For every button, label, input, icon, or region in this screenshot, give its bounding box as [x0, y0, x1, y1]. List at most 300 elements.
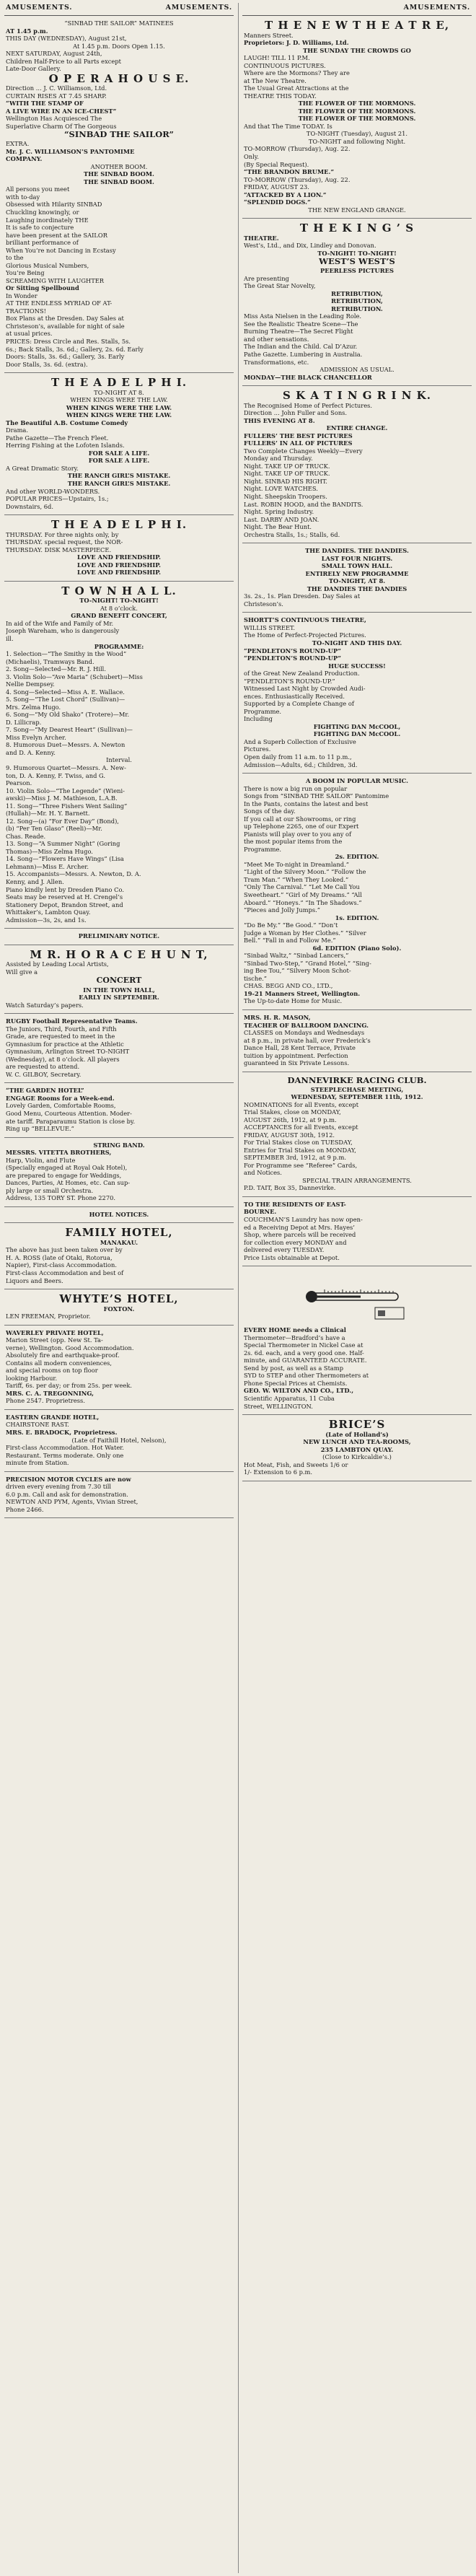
ad-line: WHEN KINGS WERE THE LAW.	[66, 411, 172, 419]
ad-line: A LIVE WIRE IN AN ICE-CHEST”	[6, 107, 117, 115]
ad-line: THE DANDIES THE DANDIES	[307, 584, 407, 592]
ad-line: (b) “Per Ten Glaso” (Reeli)—Mr.	[6, 825, 102, 833]
ad-line: ed a Receiving Depot at Mrs. Hayes’	[244, 1223, 355, 1231]
ad-line: M R. H O R A C E H U N T,	[30, 948, 208, 961]
ad-line: WHEN KINGS WERE THE LAW.	[66, 403, 172, 411]
left-ad-block	[4, 1138, 234, 1207]
ad-line: 10. Violin Solo—“The Legende” (Wieni-	[6, 787, 125, 794]
ad-line: 2s. 6d. each, and a very good one. Half-	[244, 1349, 364, 1357]
ad-line: “PENDLETON’S ROUND-UP.”	[244, 677, 335, 685]
ad-line: When You’re not Dancing in Ecstasy	[6, 246, 116, 254]
right-ad-block	[242, 386, 472, 543]
ad-line: Phone Special Prices at Chemists.	[244, 1379, 348, 1387]
ad-line: Napier), First-class Accommodation.	[6, 1261, 117, 1269]
ad-line: verne), Wellington. Good Accommodation.	[6, 1344, 134, 1351]
column-header-right	[242, 0, 472, 16]
ad-line: SPECIAL TRAIN ARRANGEMENTS.	[302, 1176, 412, 1184]
ad-line: FIGHTING DAN McCOOL,	[313, 722, 401, 730]
ad-line: 8. Humorous Duet—Messrs. A. Newton	[6, 741, 125, 749]
ad-line: are requested to attend.	[6, 1063, 80, 1071]
ad-line: And other WORLD-WONDERS.	[6, 487, 100, 495]
ad-line: 1/- Extension to 6 p.m.	[244, 1468, 313, 1476]
ad-line: THE SINBAD BOOM.	[84, 178, 154, 185]
ad-line: TO-NIGHT, AT 8.	[328, 577, 386, 585]
ad-line: 2. Song—Selected—Mr. R. J. Hill.	[6, 665, 106, 673]
ad-line: (Specially engaged at Royal Oak Hotel),	[6, 1164, 128, 1172]
ad-line: Joseph Wareham, who is dangerously	[6, 627, 120, 635]
ad-line: “PENDLETON’S ROUND-UP”	[244, 654, 342, 662]
ad-line: Pearson.	[6, 779, 32, 787]
ad-line: And that The Time TODAY. Is	[244, 122, 332, 130]
ad-line: 6d. EDITION (Piano Solo).	[312, 944, 402, 952]
ad-line: Pianists will play over to you any of	[244, 830, 352, 838]
ad-line: THE FLOWER OF THE MORMONS.	[298, 100, 416, 108]
ad-line: WHEN KINGS WERE THE LAW.	[70, 396, 168, 404]
ad-line: Obsessed with Hilarity SINBAD	[6, 201, 102, 209]
ad-line: TO-NIGHT and following Night.	[308, 137, 406, 145]
ad-line: up Telephone 2265, one of our Expert	[244, 823, 359, 831]
ad-line: FRIDAY, AUGUST 30th, 1912.	[244, 1131, 335, 1139]
ad-line: COMPANY.	[6, 155, 43, 163]
ad-line: T O W N H A L L.	[61, 584, 177, 597]
right-ad-block	[242, 1266, 472, 1415]
ad-line: looking Harbour.	[6, 1374, 58, 1382]
ad-line: Superlative Charm Of The Gorgeous	[6, 122, 117, 130]
ad-line: 19-21 Manners Street, Wellington.	[244, 989, 361, 997]
ad-line: EASTERN GRANDE HOTEL,	[6, 1413, 100, 1421]
ad-line: Pictures.	[244, 745, 271, 753]
ad-line: “Only The Carnival.” “Let Me Call You	[244, 883, 360, 891]
ad-line: STEEPLECHASE MEETING,	[310, 1085, 404, 1093]
right-ad-block	[242, 1197, 472, 1266]
right-ad-block	[242, 613, 472, 774]
right-ad-block	[242, 1415, 472, 1481]
ad-line: Admission—Adults, 6d.; Children, 3d.	[244, 761, 358, 768]
ad-line: MRS. E. BRADOCK, Proprietress.	[6, 1429, 118, 1436]
ad-line: Bell.” “Fall in and Follow Me.”	[244, 937, 336, 945]
ad-line: THE SINBAD BOOM.	[84, 170, 154, 178]
ad-line: Miss Evelyn Archer.	[6, 733, 66, 741]
ad-line: and D. A. Kenny.	[6, 748, 56, 756]
ad-line: LOVE AND FRIENDSHIP.	[77, 553, 161, 561]
ad-line: MRS. C. A. TREGONNING,	[6, 1389, 94, 1397]
ad-line: T H E A D E L P H I.	[50, 377, 188, 389]
ad-line: the most popular items from the	[244, 838, 343, 846]
ad-line: BOURNE.	[244, 1208, 277, 1216]
ad-line: Lehmann)—Miss E. Archer.	[6, 862, 89, 870]
ad-line: The Recognised Home of Perfect Pictures.	[244, 401, 373, 409]
ad-line: HUGE SUCCESS!	[328, 662, 386, 670]
ad-line: Manners Street.	[244, 31, 294, 39]
ad-line: Liquors and Beers.	[6, 1276, 63, 1284]
ad-line: Night. SINBAD HIS RIGHT.	[244, 477, 327, 485]
ad-line: THURSDAY. special request, the NOR-	[6, 538, 123, 546]
ad-line: Trial Stakes, close on MONDAY,	[244, 1108, 341, 1116]
ad-line: 1s. EDITION.	[335, 914, 379, 921]
ad-line: 235 LAMBTON QUAY.	[320, 1445, 394, 1453]
left-ad-block	[4, 1289, 234, 1326]
ad-line: MRS. H. R. MASON,	[244, 1013, 311, 1021]
ad-line: “Sinbad Waltz,” “Sinbad Lancers,”	[244, 952, 349, 960]
ad-line: West’s, Ltd., and Dix, Lindley and Donovan.	[244, 242, 376, 250]
ad-line: Glorious Musical Numbers,	[6, 261, 89, 269]
ad-line: EARLY IN SEPTEMBER.	[79, 994, 159, 1002]
left-column	[4, 0, 234, 2576]
ad-line: The Beautiful A.B. Costume Comedy	[6, 419, 128, 426]
ad-line: Night. TAKE UP OF TRUCK.	[244, 470, 330, 478]
ad-line: TO-NIGHT! TO-NIGHT!	[79, 597, 159, 605]
ad-line: Only.	[244, 153, 260, 160]
ad-line: driven every evening from 7.30 till	[6, 1483, 112, 1491]
ad-line: (Late of Holland’s)	[325, 1430, 389, 1438]
ad-line: Lovely Garden, Comfortable Rooms,	[6, 1102, 116, 1110]
ad-line: Gymnasium, Arlington Street TO-NIGHT	[6, 1048, 130, 1056]
ad-line: It is safe to conjecture	[6, 224, 74, 232]
ad-line: STRING BAND.	[93, 1141, 145, 1149]
ad-line: CLASSES on Mondays and Wednesdays	[244, 1029, 365, 1037]
ad-line: “Light of the Silvery Moon.” “Follow the	[244, 868, 366, 876]
ad-line: WEDNESDAY, SEPTEMBER 11th, 1912.	[291, 1093, 423, 1101]
ad-line: Entries for Trial Stakes on MONDAY,	[244, 1146, 356, 1154]
ad-line: At 1.45 p.m. Doors Open 1.15.	[73, 42, 165, 50]
ad-line: Ring up “BELLEVUE.”	[6, 1125, 74, 1133]
ad-line: Late-Door Gallery.	[6, 65, 61, 73]
ad-line: EVERY HOME needs a Clinical	[244, 1326, 346, 1334]
ad-line: (Close to Kirkcaldie’s.)	[322, 1453, 392, 1461]
ad-line: THE SUNDAY THE CROWDS GO	[303, 46, 411, 54]
ad-line: delivered every TUESDAY.	[244, 1246, 325, 1254]
ad-line: Phone 2466.	[6, 1505, 44, 1513]
ad-line: FIGHTING DAN McCOOL.	[313, 730, 401, 738]
ad-line: PRECISION MOTOR CYCLES are now	[6, 1475, 131, 1483]
ad-line: The Usual Great Attractions at the	[244, 84, 349, 92]
left-ad-block	[4, 1472, 234, 1519]
ad-line: Nellie Dempsey.	[6, 680, 55, 688]
ad-line: Thomas)—Miss Zelma Hugo.	[6, 847, 93, 855]
left-ad-block	[4, 1223, 234, 1289]
ad-line: 6. Song—“My Old Shako” (Trotere)—Mr.	[6, 711, 130, 719]
ad-line: Songs from “SINBAD THE SAILOR” Pantomime	[244, 792, 389, 800]
ad-line: THEATRE.	[244, 234, 279, 242]
ad-line: RETRIBUTION.	[331, 305, 383, 312]
ad-line: brilliant performance of	[6, 239, 79, 247]
ad-line: (Late of Faithill Hotel, Nelson),	[71, 1436, 167, 1444]
left-ad-block	[4, 945, 234, 1014]
ad-line: “THE BRANDON BRUME.”	[244, 168, 335, 176]
left-ad-block	[4, 16, 234, 373]
ad-line: ply large or small Orchestra.	[6, 1186, 94, 1194]
ad-line: At 8 o’clock.	[100, 604, 138, 612]
ad-line: Mr. J. C. WILLIAMSON’S PANTOMIME	[6, 147, 135, 155]
ad-line: THE RANCH GIRL’S MISTAKE.	[67, 472, 171, 480]
ad-line: “Sinbad Two-Step,” “Grand Hotel,” “Sing-	[244, 959, 371, 967]
ad-line: Stationery Depot, Brandon Street, and	[6, 901, 123, 908]
ad-line: There is now a big run on popular	[244, 784, 348, 792]
ad-line: “SINBAD THE SAILOR”	[63, 130, 175, 140]
ad-line: Aboard.” “Honeys.” “In The Shadows.”	[244, 898, 362, 906]
ad-line: FOXTON.	[103, 1305, 135, 1313]
ad-line: Hot Meat, Fish, and Sweets 1/6 or	[244, 1460, 348, 1468]
ad-line: “Pieces and Jolly Jumps.”	[244, 906, 321, 914]
ad-line: Restaurant. Terms moderate. Only one	[6, 1451, 124, 1459]
ad-line: 6s.; Back Stalls, 3s. 6d.; Gallery, 2s. 6d. Early	[6, 345, 144, 353]
header-left: AMUSEMENTS.	[6, 4, 73, 12]
ad-line: Special Thermometer in Nickel Case at	[244, 1341, 363, 1349]
ad-line: TO THE RESIDENTS OF EAST-	[244, 1200, 346, 1208]
ad-line: Grade, are requested to meet in the	[6, 1033, 115, 1041]
ad-line: Price Lists obtainable at Depot.	[244, 1253, 340, 1261]
ad-line: “THE GARDEN HOTEL”	[6, 1087, 84, 1095]
ad-line: 5. Song—“The Lost Chord” (Sullivan)—	[6, 696, 125, 704]
header-center: AMUSEMENTS.	[165, 4, 232, 12]
ad-line: TO-NIGHT AND THIS DAY.	[312, 639, 402, 647]
ad-line: and Notices.	[244, 1169, 282, 1177]
header-right: AMUSEMENTS.	[403, 4, 470, 12]
ad-line: ENTIRE CHANGE.	[326, 424, 388, 432]
ad-line: THE DANDIES. THE DANDIES.	[305, 547, 409, 555]
ad-line: Contains all modern conveniences,	[6, 1359, 113, 1367]
ad-line: MANAKAU.	[100, 1238, 138, 1246]
ad-line: Monday and Thursday.	[244, 455, 313, 463]
ad-line: at 8 p.m., in private hall, over Frederick’s	[244, 1036, 371, 1044]
ad-line: LEN FREEMAN, Proprietor.	[6, 1313, 91, 1320]
left-ad-block	[4, 1410, 234, 1472]
ad-line: All persons you meet	[6, 185, 70, 193]
ad-line: In Wonder	[6, 292, 38, 299]
ad-line: Tram Man.” “When They Looked.”	[244, 875, 349, 883]
ad-line: GRAND BENEFIT CONCERT,	[71, 612, 167, 620]
ad-line: H. A. ROSS (late of Otaki, Rotorua,	[6, 1253, 113, 1261]
ad-line: and other sensations.	[244, 335, 309, 343]
ad-line: First-class Accommodation and best of	[6, 1269, 124, 1276]
ad-line: tuition by appointment. Perfection	[244, 1051, 348, 1059]
ad-line: A Great Dramatic Story.	[6, 464, 79, 472]
ad-line: Piano kindly lent by Dresden Piano Co.	[6, 885, 124, 893]
ad-line: Two Complete Changes Weekly—Every	[244, 447, 363, 455]
ad-line: 7. Song—“My Dearest Heart” (Sullivan)—	[6, 726, 133, 734]
ad-line: 3s. 2s., 1s. Plan Dresden. Day Sales at	[244, 592, 361, 600]
ad-line: The Home of Perfect-Projected Pictures.	[244, 631, 366, 639]
ad-line: Direction ... John Fuller and Sons.	[244, 409, 348, 417]
ad-line: Orchestra Stalls, 1s.; Stalls, 6d.	[244, 530, 340, 538]
ad-line: THE FLOWER OF THE MORMONS.	[298, 107, 416, 115]
ad-line: FOR SALE A LIFE.	[88, 457, 150, 465]
ad-line: Shop, where parcels will be received	[244, 1231, 356, 1239]
ad-line: Pathe Gazette. Lumbering in Australia.	[244, 350, 363, 358]
right-ad-block	[242, 1072, 472, 1197]
left-ad-block	[4, 1207, 234, 1224]
ad-line: Including	[244, 715, 273, 723]
ad-line: Whittaker’s, Lambton Quay.	[6, 908, 91, 916]
ad-line: TO-NIGHT (Tuesday), August 21.	[306, 130, 408, 138]
ad-line: Harp, Violin, and Flute	[6, 1156, 76, 1164]
right-ad-block	[242, 543, 472, 613]
ad-line: have been present at the SAILOR	[6, 231, 107, 239]
ad-line: T H E A D E L P H I.	[50, 519, 188, 531]
ad-line: “SPLENDID DOGS.”	[244, 198, 311, 206]
ad-line: Proprietors: J. D. Williams, Ltd.	[244, 39, 349, 47]
ad-line: The Indian and the Child. Cal D’Azur.	[244, 343, 358, 351]
ad-line: ing Bee Tou,” “Silvery Moon Schot-	[244, 967, 351, 975]
ad-line: CHAS. BEGG AND CO., LTD.,	[244, 982, 333, 990]
ad-line: NEXT SATURDAY, August 24th,	[6, 50, 102, 58]
ad-line: at usual prices.	[6, 330, 53, 338]
ad-line: Chuckling knowingly, or	[6, 208, 79, 216]
ad-line: ences. Enthusiastically Received.	[244, 692, 345, 700]
ad-line: O P E R A H O U S E.	[48, 72, 190, 85]
ad-line: ton, D. A. Kenny, F. Twiss, and G.	[6, 771, 106, 779]
ad-line: 13. Song—“A Summer Night” (Goring	[6, 840, 120, 848]
ad-line: are prepared to engage for Weddings,	[6, 1171, 122, 1179]
ad-line: Programme.	[244, 845, 282, 853]
ad-line: D. Lillicrap.	[6, 718, 42, 726]
ad-line: In aid of the Wife and Family of Mr.	[6, 619, 114, 627]
ad-line: NOMINATIONS for all Events, except	[244, 1100, 359, 1108]
thermometer-illustration-icon	[303, 1273, 411, 1323]
ad-line: for collection every MONDAY and	[244, 1238, 347, 1246]
ad-line: See the Realistic Theatre Scene—The	[244, 320, 358, 328]
right-ad-block	[242, 16, 472, 219]
ad-line: IN THE TOWN HALL,	[83, 986, 155, 994]
ad-line: ADMISSION AS USUAL.	[319, 366, 395, 374]
ad-line: of the Great New Zealand Production.	[244, 670, 360, 678]
ad-line: TO-MORROW (Thursday), Aug. 22.	[244, 175, 351, 183]
ad-line: THEATRE THIS TODAY.	[244, 92, 317, 100]
left-ad-block	[4, 1083, 234, 1137]
ad-line: to the	[6, 254, 24, 262]
ad-line: CURTAIN RISES AT 7.45 SHARP.	[6, 92, 107, 100]
ad-line: Herring Fishing at the Lofoten Islands.	[6, 442, 125, 450]
ad-line: FOR SALE A LIFE.	[88, 449, 150, 457]
left-ad-block	[4, 582, 234, 929]
ad-line: Interval.	[106, 756, 132, 764]
ad-line: And a Superb Collection of Exclusive	[244, 737, 356, 745]
ad-line: Absolutely fire and earthquake-proof.	[6, 1351, 120, 1359]
ad-line: awski)—Miss J. M. Mathieson, L.A.B.	[6, 794, 118, 802]
ad-line: Chas. Reade.	[6, 832, 46, 840]
ad-line: 15. Accompanists—Messrs. A. Newton, D. A.	[6, 870, 141, 878]
ad-line: Christeson’s, available for night of sale	[6, 322, 125, 330]
ad-line: Night. Spring Industry.	[244, 508, 314, 516]
ad-line: Gymnasium for practice at the Athletic	[6, 1040, 124, 1048]
ad-line: WILLIS STREET.	[244, 623, 295, 631]
right-column-ads	[242, 16, 472, 1481]
ad-line: NEWTON AND PYM, Agents, Vivian Street,	[6, 1498, 138, 1506]
ad-line: “Do Be My.” “Be Good.” “Don’t	[244, 921, 338, 929]
ad-line: GEO. W. WILTON AND CO., LTD.,	[244, 1387, 354, 1395]
ad-line: with to-day	[6, 193, 40, 201]
left-ad-block	[4, 1326, 234, 1410]
ad-line: ate tariff. Paraparaumu Station is close by.	[6, 1117, 136, 1125]
left-ad-block	[4, 373, 234, 515]
ad-line: The above has just been taken over by	[6, 1246, 123, 1254]
ad-line: Where are the Mormons? They are	[244, 69, 350, 77]
ad-line: minute from Station.	[6, 1459, 69, 1467]
ad-line: 9. Humorous Quartet—Messrs. A. New-	[6, 764, 126, 772]
ad-line: at The New Theatre.	[244, 76, 307, 84]
ad-line: Kenny, and J. Allen.	[6, 877, 64, 885]
ad-line: PRICES: Dress Circle and Res. Stalls, 5s.	[6, 338, 131, 346]
ad-line: Pathe Gazette—The French Fleet.	[6, 434, 109, 442]
ad-line: First-class Accommodation. Hot Water.	[6, 1444, 124, 1452]
ad-line: RETRIBUTION,	[331, 289, 383, 297]
ad-line: Witnessed Last Night by Crowded Audi-	[244, 685, 366, 693]
ad-line: “Meet Me To-night in Dreamland.”	[244, 860, 349, 868]
ad-line: AT 1.45 p.m.	[6, 27, 48, 35]
ad-line: CONTINUOUS PICTURES.	[244, 61, 326, 69]
left-ad-block	[4, 1014, 234, 1083]
ad-line: Christeson’s.	[244, 600, 283, 608]
right-ad-block	[242, 774, 472, 1010]
ad-line: FULLERS’ THE BEST PICTURES	[244, 431, 353, 439]
ad-line: W. C. GILBOY, Secretary.	[6, 1070, 81, 1078]
ad-line: T H E N E W T H E A T R E,	[264, 19, 450, 32]
ad-line: (Hullah)—Mr. H. Y. Barnett.	[6, 810, 90, 818]
ad-line: Will give a	[6, 968, 38, 976]
ad-line: “SINBAD THE SAILOR” MATINEES	[64, 19, 174, 27]
ad-line: 2s. EDITION.	[335, 853, 379, 861]
column-header	[4, 0, 234, 16]
ad-line: ACCEPTANCES for all Events, except	[244, 1123, 358, 1131]
ad-line: THE FLOWER OF THE MORMONS.	[298, 115, 416, 123]
ad-line: “WITH THE STAMP OF	[6, 100, 84, 108]
ad-line: Programme.	[244, 707, 282, 715]
ad-line: SHORTT’S CONTINUOUS THEATRE,	[244, 616, 366, 624]
ad-line: 1. Selection—“The Smithy in the Wood”	[6, 650, 127, 658]
right-ad-block	[242, 219, 472, 386]
ad-line: Children Half-Price to all Parts except	[6, 57, 121, 65]
ad-line: ENGAGE Rooms for a Week-end.	[6, 1094, 115, 1102]
ad-line: WAVERLEY PRIVATE HOTEL,	[6, 1328, 104, 1336]
ad-line: Good Menu, Courteous Attention. Moder-	[6, 1110, 132, 1117]
ad-line: minute, and GUARANTEED ACCURATE.	[244, 1357, 367, 1364]
ad-line: Downstairs, 6d.	[6, 502, 54, 510]
ad-line: THURSDAY. DISK MASTERPIECE.	[6, 546, 112, 553]
ad-line: TEACHER OF BALLROOM DANCING.	[244, 1021, 369, 1029]
ad-line: Street, WELLINGTON.	[244, 1402, 313, 1410]
ad-line: (Michaelis), Tramways Band.	[6, 657, 94, 665]
ad-line: FAMILY HOTEL,	[65, 1227, 173, 1239]
ad-line: Transformations, etc.	[244, 358, 309, 366]
ad-line: Dance Hall, 28 Kent Terrace, Private	[244, 1044, 356, 1052]
ad-line: Open daily from 11 a.m. to 11 p.m.,	[244, 753, 352, 761]
ad-line: Address, 135 TORY ST. Phone 2270.	[6, 1194, 116, 1202]
left-ad-block	[4, 929, 234, 945]
ad-line: POPULAR PRICES—Upstairs, 1s.;	[6, 495, 109, 503]
ad-line: tische.”	[244, 974, 268, 982]
ad-line: Are presenting	[244, 274, 289, 282]
ad-line: “ATTACKED BY A LION.”	[244, 190, 327, 198]
ad-line: THE RANCH GIRL’S MISTAKE.	[67, 480, 171, 488]
ad-line: For Programme see “Referee” Cards,	[244, 1161, 358, 1169]
ad-line: AT THE ENDLESS MYRIAD OF AT-	[6, 299, 113, 307]
ad-line: PRELIMINARY NOTICE.	[78, 932, 160, 940]
ad-line: TO-NIGHT AT 8.	[94, 388, 144, 396]
ad-line: NEW LUNCH AND TEA-ROOMS,	[303, 1438, 411, 1446]
column-rule	[238, 3, 239, 2573]
ad-line: Or Sitting Spellbound	[6, 284, 79, 292]
ad-line: A BOOM IN POPULAR MUSIC.	[305, 777, 408, 785]
ad-line: Night. TAKE UP OF TRUCK.	[244, 462, 330, 470]
ad-line: Mrs. Zelma Hugo.	[6, 703, 61, 711]
ad-line: The Up-to-date Home for Music.	[244, 997, 343, 1005]
ad-line: Night. LOVE WATCHES.	[244, 485, 318, 493]
ad-line: (Wednesday), at 8 o’clock. All players	[6, 1055, 120, 1063]
ad-line: AUGUST 26th, 1912, at 9 p.m.	[244, 1116, 337, 1123]
ad-line: Last. ROBIN HOOD, and the BANDITS.	[244, 500, 363, 508]
ad-line: PEERLESS PICTURES	[320, 267, 394, 275]
ad-line: SMALL TOWN HALL.	[321, 562, 393, 570]
